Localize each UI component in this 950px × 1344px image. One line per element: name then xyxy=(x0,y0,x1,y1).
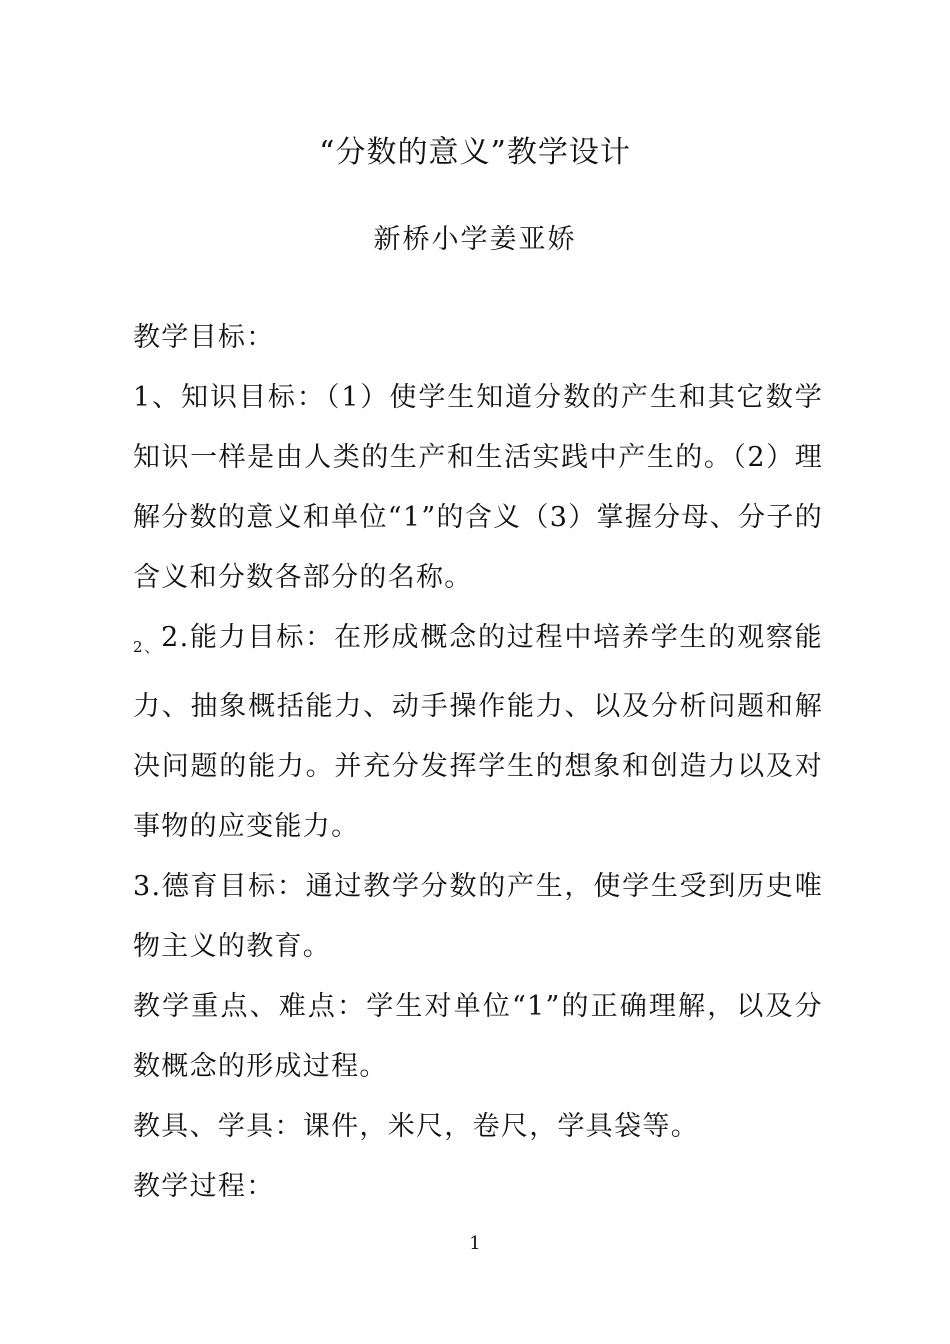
knowledge-goal-paragraph: 1、知识目标：（1）使学生知道分数的产生和其它数学知识一样是由人类的生产和生活实践中产生的。（2）理解分数的意义和单位“1”的含义（3）掌握分母、分子的含义和分数各部分的名称。 xyxy=(133,382,823,593)
ability-goal-paragraph xyxy=(133,608,823,857)
page-number: 1 xyxy=(469,1233,481,1254)
document-author: 新桥小学姜亚娇 xyxy=(373,224,577,255)
document-body xyxy=(133,308,823,1217)
ability-goal-text: 2.能力目标：在形成概念的过程中培养学生的观察能力、抽象概括能力、动手操作能力、以及分析问题和解决问题的能力。并充分发挥学生的想象和创造力以及对事物的应变能力。 xyxy=(133,622,823,842)
key-points-paragraph: 教学重点、难点：学生对单位“1”的正确理解，以及分数概念的形成过程。 xyxy=(133,991,823,1082)
process-heading: 教学过程： xyxy=(133,1171,275,1202)
document-title: “分数的意义”教学设计 xyxy=(319,135,631,170)
teaching-aids-paragraph: 教具、学具：课件，米尺，卷尺，学具袋等。 xyxy=(133,1111,699,1142)
ability-goal-marker: 2、 xyxy=(133,638,162,656)
objectives-heading: 教学目标： xyxy=(133,322,275,353)
moral-goal-paragraph: 3.德育目标：通过教学分数的产生，使学生受到历史唯物主义的教育。 xyxy=(133,871,823,962)
